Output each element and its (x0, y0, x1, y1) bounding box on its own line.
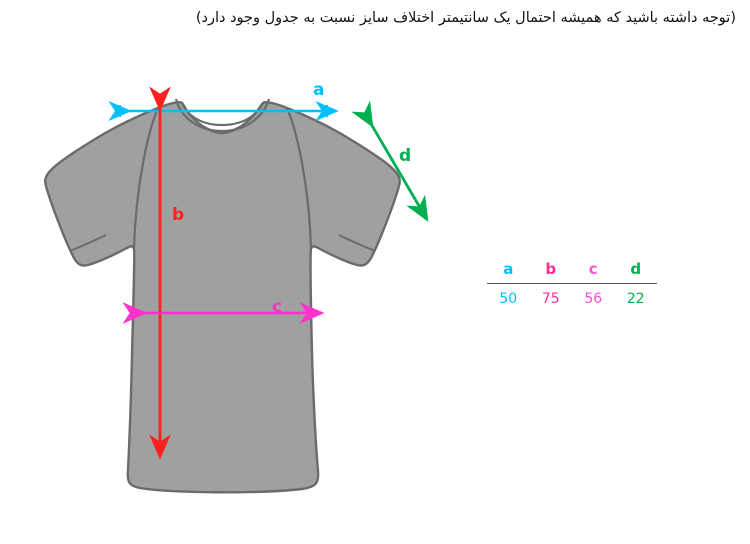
table-cell-d: 22 (626, 291, 645, 307)
table-header-b: b (530, 258, 573, 284)
size-note-text: (توجه داشته باشید که همیشه احتمال یک سانتیمتر اختلاف سایز نسبت به جدول وجود دارد) (195, 10, 736, 26)
table-header-row (487, 258, 657, 284)
shirt-outline (45, 99, 400, 492)
table-header-d: d (615, 258, 658, 284)
label-c: c (272, 297, 283, 317)
table-cell-c: 56 (584, 291, 603, 307)
table-header-a: a (487, 258, 530, 284)
t-shirt-svg (30, 55, 450, 495)
size-table (487, 258, 657, 309)
table-cell-a: 50 (499, 291, 518, 307)
table-cell-b: 75 (541, 291, 560, 307)
table-row (487, 284, 657, 310)
label-a: a (313, 80, 325, 100)
label-b: b (172, 205, 185, 225)
table-header-c: c (572, 258, 615, 284)
label-d: d (399, 146, 412, 166)
t-shirt-illustration (30, 55, 450, 495)
